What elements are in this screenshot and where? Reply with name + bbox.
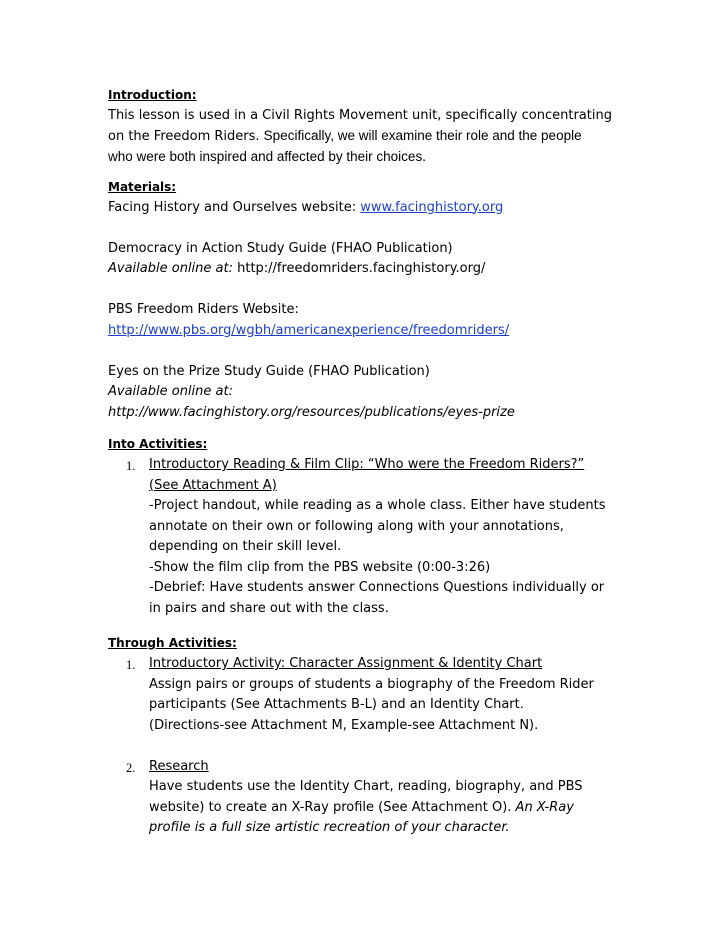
into-item-1-line: in pairs and share out with the class. bbox=[149, 600, 389, 616]
introduction-section bbox=[108, 85, 628, 167]
into-item-1-title: Introductory Reading & Film Clip: “Who were the Freedom Riders?” bbox=[149, 457, 585, 472]
democracy-title: Democracy in Action Study Guide (FHAO Publication) bbox=[108, 240, 453, 256]
democracy-url-line bbox=[108, 259, 628, 280]
pbs-link[interactable]: http://www.pbs.org/wgbh/americanexperience/freedomriders/ bbox=[108, 322, 510, 338]
into-activities-section bbox=[108, 434, 628, 455]
pbs-title: PBS Freedom Riders Website: bbox=[108, 302, 299, 317]
into-item-1-line: annotate on their own or following along with your annotations, bbox=[149, 518, 564, 534]
through-item-2-line-2-b: An X-Ray bbox=[515, 799, 574, 815]
through-item-1-line: Assign pairs or groups of students a biography of the Freedom Rider bbox=[149, 676, 594, 692]
list-item bbox=[122, 654, 622, 736]
facing-history-line bbox=[108, 198, 628, 219]
through-item-2-line-1: Have students use the Identity Chart, reading, biography, and PBS bbox=[149, 779, 583, 794]
through-item-1-line: (Directions-see Attachment M, Example-see Attachment N). bbox=[149, 717, 539, 733]
materials-section bbox=[108, 177, 628, 423]
democracy-available-label: Available online at: bbox=[108, 261, 233, 276]
facing-history-label: Facing History and Ourselves website: bbox=[108, 199, 361, 215]
introduction-line-2-a: on the Freedom Riders. bbox=[108, 129, 264, 144]
through-item-1-line: participants (See Attachments B-L) and an Identity Chart. bbox=[149, 697, 524, 712]
into-activities-heading: Into Activities: bbox=[108, 437, 208, 451]
item-number: 1. bbox=[126, 459, 136, 473]
into-activities-list bbox=[122, 455, 622, 619]
through-item-1-title: Introductory Activity: Character Assignment & Identity Chart bbox=[149, 656, 543, 671]
through-item-2-line-2 bbox=[149, 798, 622, 819]
into-item-1-line: depending on their skill level. bbox=[149, 539, 342, 554]
item-number: 2. bbox=[126, 760, 136, 775]
through-activities-section bbox=[108, 633, 628, 654]
eyes-available-label: Available online at: bbox=[108, 384, 233, 399]
through-activities-heading: Through Activities: bbox=[108, 636, 237, 650]
introduction-line-2 bbox=[108, 126, 628, 147]
democracy-url: http://freedomriders.facinghistory.org/ bbox=[232, 261, 486, 276]
through-item-2-line-2-a: website) to create an X-Ray profile (See Attachment O). bbox=[149, 799, 516, 815]
facing-history-link[interactable]: www.facinghistory.org bbox=[360, 199, 504, 215]
through-item-2-title: Research bbox=[149, 758, 209, 774]
into-item-1-line: -Project handout, while reading as a whole class. Either have students bbox=[149, 498, 606, 513]
eyes-url: http://www.facinghistory.org/resources/publications/eyes-prize bbox=[108, 404, 515, 420]
materials-heading: Materials: bbox=[108, 180, 177, 194]
into-item-1-attachment: (See Attachment A) bbox=[149, 477, 277, 493]
introduction-heading: Introduction: bbox=[108, 88, 197, 102]
through-activities-list bbox=[122, 654, 622, 839]
eyes-title: Eyes on the Prize Study Guide (FHAO Publication) bbox=[108, 363, 430, 379]
list-item bbox=[122, 757, 622, 839]
introduction-line-1: This lesson is used in a Civil Rights Movement unit, specifically concentrating bbox=[108, 107, 612, 123]
introduction-line-2-b: Specifically, we will examine their role and the people bbox=[263, 128, 582, 143]
through-item-2-line-3: profile is a full size artistic recreation of your character. bbox=[149, 820, 510, 835]
introduction-line-3: who were both inspired and affected by their choices. bbox=[108, 148, 426, 164]
item-number: 1. bbox=[126, 658, 136, 672]
into-item-1-line: -Debrief: Have students answer Connections Questions individually or bbox=[149, 580, 605, 595]
list-item bbox=[122, 455, 622, 619]
into-item-1-line: -Show the film clip from the PBS website (0:00-3:26) bbox=[149, 559, 491, 575]
